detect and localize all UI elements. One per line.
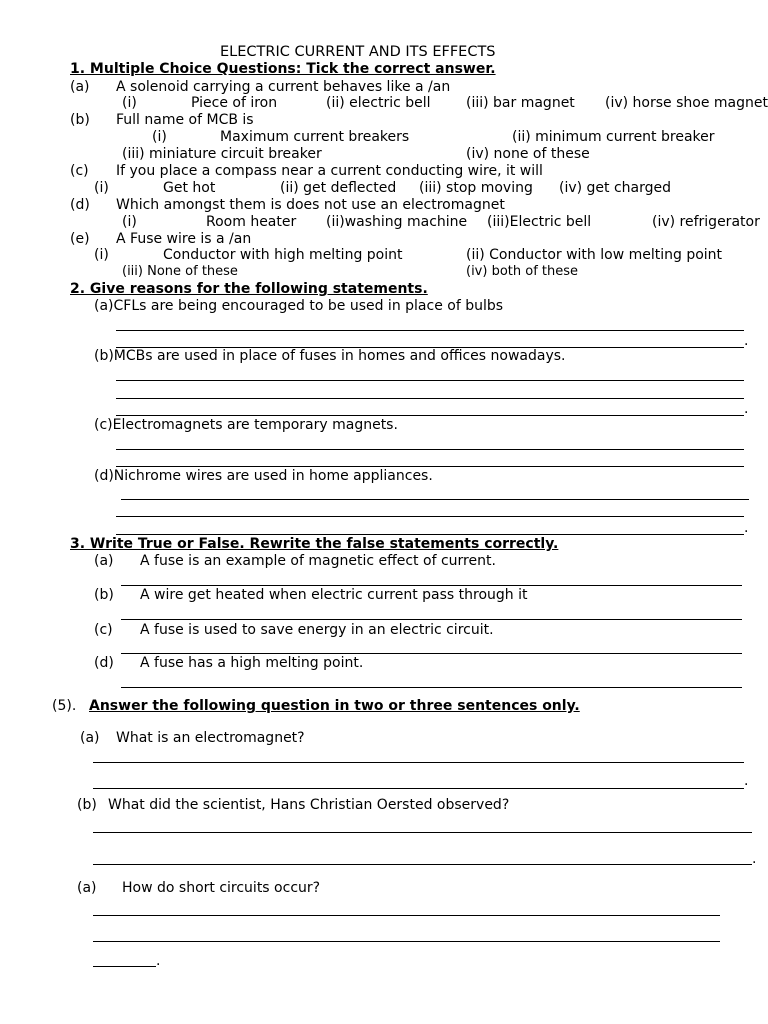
answer-line xyxy=(93,832,752,833)
answer-line xyxy=(116,330,744,331)
q1e-opt1: Conductor with high melting point xyxy=(163,247,403,263)
q1e-opt4: (iv) both of these xyxy=(466,264,579,279)
answer-line xyxy=(116,398,744,399)
q1c-question: If you place a compass near a current conducting wire, it will xyxy=(116,163,543,179)
q5a-question: What is an electromagnet? xyxy=(116,730,305,746)
q3a-statement: A fuse is an example of magnetic effect of current. xyxy=(140,553,496,569)
section-1-heading: 1. Multiple Choice Questions: Tick the correct answer. xyxy=(70,61,496,77)
q1a-opt1: Piece of iron xyxy=(191,95,278,111)
q1a-opt1-num: (i) xyxy=(122,95,137,111)
answer-line xyxy=(93,915,720,916)
line-end-period: . xyxy=(744,773,749,789)
section-3-heading: 3. Write True or False. Rewrite the false statements correctly. xyxy=(70,536,559,552)
q1e-opt2: (ii) Conductor with low melting point xyxy=(466,247,723,263)
q1c-opt4: (iv) get charged xyxy=(559,180,672,196)
q1c-opt3: (iii) stop moving xyxy=(419,180,533,196)
line-end-period: . xyxy=(744,520,749,536)
q1d-opt4: (iv) refrigerator xyxy=(652,214,760,230)
line-end-period: . xyxy=(156,953,161,969)
q2b-statement: (b)MCBs are used in place of fuses in homes and offices nowadays. xyxy=(94,348,566,364)
answer-line xyxy=(116,534,744,535)
q3c-tag: (c) xyxy=(94,622,113,638)
q1a-opt4: (iv) horse shoe magnet xyxy=(605,95,768,111)
worksheet-title: ELECTRIC CURRENT AND ITS EFFECTS xyxy=(220,44,496,60)
q1c-opt1-num: (i) xyxy=(94,180,109,196)
line-end-period: . xyxy=(744,401,749,417)
section-2-heading: 2. Give reasons for the following statements. xyxy=(70,281,428,297)
q5b-question: What did the scientist, Hans Christian Oersted observed? xyxy=(108,797,510,813)
q5c-tag: (a) xyxy=(77,880,97,896)
answer-line xyxy=(116,449,744,450)
q3b-statement: A wire get heated when electric current pass through it xyxy=(140,587,528,603)
q1b-opt1: Maximum current breakers xyxy=(220,129,410,145)
q1e-question: A Fuse wire is a /an xyxy=(116,231,252,247)
q1a-opt2: (ii) electric bell xyxy=(326,95,431,111)
answer-line xyxy=(93,788,744,789)
q5c-question: How do short circuits occur? xyxy=(122,880,321,896)
q1e-tag: (e) xyxy=(70,231,90,247)
q1e-opt3: (iii) None of these xyxy=(122,264,238,279)
q5a-tag: (a) xyxy=(80,730,100,746)
q1b-opt3: (iii) miniature circuit breaker xyxy=(122,146,322,162)
answer-line xyxy=(93,762,744,763)
q2c-statement: (c)Electromagnets are temporary magnets. xyxy=(94,417,398,433)
q1c-opt1: Get hot xyxy=(163,180,216,196)
section-5-heading: Answer the following question in two or three sentences only. xyxy=(89,698,580,714)
q1a-tag: (a) xyxy=(70,79,90,95)
q1e-opt1-num: (i) xyxy=(94,247,109,263)
answer-line xyxy=(116,466,744,467)
q1d-opt1-num: (i) xyxy=(122,214,137,230)
q3b-tag: (b) xyxy=(94,587,114,603)
q1b-tag: (b) xyxy=(70,112,90,128)
q1d-question: Which amongst them is does not use an electromagnet xyxy=(116,197,505,213)
q1b-opt1-num: (i) xyxy=(152,129,167,145)
q3a-tag: (a) xyxy=(94,553,114,569)
q1d-opt1: Room heater xyxy=(206,214,297,230)
section-5-number: (5). xyxy=(52,698,77,714)
q2d-statement: (d)Nichrome wires are used in home appliances. xyxy=(94,468,433,484)
answer-line xyxy=(93,864,752,865)
q1d-opt2: (ii)washing machine xyxy=(326,214,468,230)
q3d-tag: (d) xyxy=(94,655,114,671)
answer-line xyxy=(116,415,744,416)
line-end-period: . xyxy=(744,333,749,349)
answer-line xyxy=(121,619,742,620)
q1d-opt3: (iii)Electric bell xyxy=(487,214,592,230)
q1c-opt2: (ii) get deflected xyxy=(280,180,397,196)
answer-line xyxy=(121,585,742,586)
q1c-tag: (c) xyxy=(70,163,89,179)
q3c-statement: A fuse is used to save energy in an electric circuit. xyxy=(140,622,494,638)
q1a-opt3: (iii) bar magnet xyxy=(466,95,575,111)
q1b-opt2: (ii) minimum current breaker xyxy=(512,129,715,145)
q1d-tag: (d) xyxy=(70,197,90,213)
q3d-statement: A fuse has a high melting point. xyxy=(140,655,364,671)
answer-line xyxy=(121,653,742,654)
answer-line xyxy=(121,499,749,500)
q1b-opt4: (iv) none of these xyxy=(466,146,590,162)
answer-line xyxy=(93,941,720,942)
q2a-statement: (a)CFLs are being encouraged to be used in place of bulbs xyxy=(94,298,504,314)
answer-line xyxy=(116,380,744,381)
q1b-question: Full name of MCB is xyxy=(116,112,254,128)
q5b-tag: (b) xyxy=(77,797,97,813)
line-end-period: . xyxy=(752,851,757,867)
answer-line xyxy=(93,966,156,967)
q1a-question: A solenoid carrying a current behaves like a /an xyxy=(116,79,451,95)
answer-line xyxy=(116,516,744,517)
answer-line xyxy=(121,687,742,688)
